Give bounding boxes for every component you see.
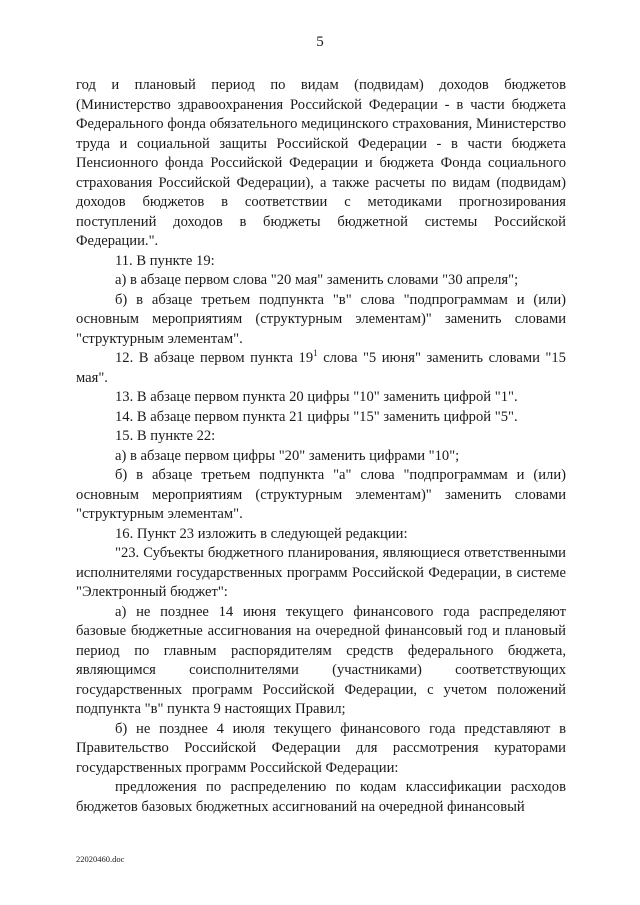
paragraph-4-after: слова "5 июня" заменить словами "15 мая". <box>76 350 566 386</box>
paragraph-8: а) в абзаце первом цифры "20" заменить цифрами "10"; <box>115 447 460 464</box>
paragraph-6: 14. В абзаце первом пункта 21 цифры "15" заменить цифрой "5". <box>115 408 518 425</box>
paragraph-2: а) в абзаце первом слова "20 мая" заменить словами "30 апреля"; <box>115 272 519 288</box>
paragraph-9: б) в абзаце третьем подпункта "а" слова "подпрограммам и (или) основным мероприятиям (структурным элементам)" заменить словами "структурным элементам". <box>76 467 566 522</box>
paragraph-1: 11. В пункте 19: <box>115 252 215 269</box>
paragraph-11: "23. Субъекты бюджетного планирования, являющиеся ответственными исполнителями государственных программ Российской Федерации, в системе "Электронный бюджет": <box>76 545 566 600</box>
paragraph-14: предложения по распределению по кодам классификации расходов бюджетов базовых бюджетных ассигнований на очередной финансовый <box>76 779 566 815</box>
paragraph-4-before: 12. В абзаце первом пункта 19 <box>115 350 314 366</box>
paragraph-5: 13. В абзаце первом пункта 20 цифры "10" заменить цифрой "1". <box>115 389 518 405</box>
paragraph-3: б) в абзаце третьем подпункта "в" слова "подпрограммам и (или) основным мероприятиям (структурным элементам)" заменить словами "структурным элементам". <box>76 291 566 347</box>
document-body <box>76 76 566 817</box>
paragraph-13: б) не позднее 4 июля текущего финансового года представляют в Правительство Российской Федерации для рассмотрения кураторами государственных программ Российской Федерации: <box>76 720 566 776</box>
superscript-1: 1 <box>313 348 318 359</box>
paragraph-0: год и плановый период по видам (подвидам) доходов бюджетов (Министерство здравоохранения Российской Федерации - в части бюджета Федерального фонда обязательного медицинского страхования, Министерство труда и социальной защиты Российской Федерации - в части бюджета Пенсионного фонда Российской Федерации и бюджета Фонда социального страхования Российской Федерации), а также расчеты по видам (подвидам) доходов бюджетов в соответствии с методиками прогнозирования поступлений доходов в бюджеты бюджетной системы Российской Федерации.". <box>76 77 566 249</box>
footer-document-code: 22020460.doc <box>76 854 125 864</box>
paragraph-7: 15. В пункте 22: <box>115 428 216 444</box>
paragraph-4 <box>76 349 566 388</box>
page-number: 5 <box>316 34 324 50</box>
paragraph-10: 16. Пункт 23 изложить в следующей редакции: <box>115 525 408 542</box>
paragraph-12: а) не позднее 14 июня текущего финансового года распределяют базовые бюджетные ассигнования на очередной финансовый год и плановый период по главным распорядителям средств федерального бюджета, являющимся соисполнителями (участниками) соответствующих государственных программ Российской Федерации, с учетом положений подпункта "в" пункта 9 настоящих Правил; <box>76 603 566 717</box>
